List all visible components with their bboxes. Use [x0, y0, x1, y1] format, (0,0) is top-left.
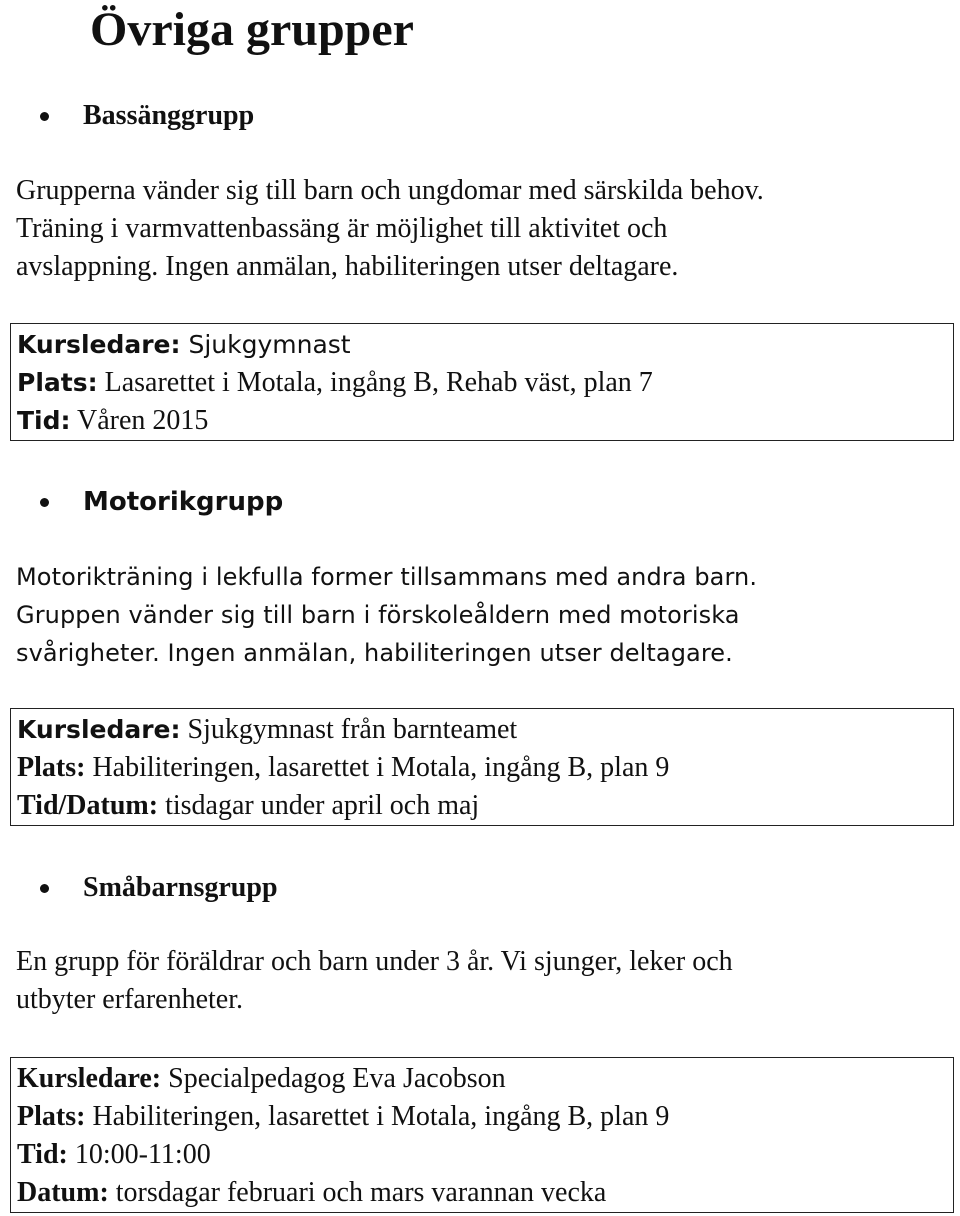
info-value: Specialpedagog Eva Jacobson [161, 1063, 506, 1094]
info-row-plats [17, 364, 947, 402]
info-value: Våren 2015 [70, 405, 209, 436]
page-title: Övriga grupper [90, 3, 414, 56]
description-line: En grupp för föräldrar och barn under 3 år. Vi sjunger, leker och [16, 946, 733, 977]
info-value: Habiliteringen, lasarettet i Motala, ingång B, plan 9 [85, 752, 670, 783]
section-heading-label: Motorikgrupp [83, 487, 284, 517]
info-row-plats [17, 749, 947, 787]
info-label: Tid/Datum: [17, 790, 159, 821]
info-box [10, 323, 954, 441]
info-value: torsdagar februari och mars varannan vecka [108, 1177, 607, 1208]
info-value: Habiliteringen, lasarettet i Motala, ingång B, plan 9 [85, 1101, 670, 1132]
description-line: avslappning. Ingen anmälan, habiliteringen utser deltagare. [16, 251, 679, 282]
info-box [10, 1057, 954, 1213]
info-value: 10:00-11:00 [67, 1139, 211, 1170]
section-heading-label: Småbarnsgrupp [83, 872, 278, 903]
section-description [16, 943, 946, 1019]
info-row-datum [17, 1174, 947, 1212]
info-value: Lasarettet i Motala, ingång B, Rehab väst, plan 7 [97, 367, 653, 398]
info-row-kursledare [17, 711, 947, 749]
section-heading-label: Bassänggrupp [83, 100, 255, 131]
info-label: Plats: [17, 368, 98, 397]
info-label: Kursledare: [17, 330, 181, 359]
section-description [16, 558, 946, 672]
info-label: Datum: [17, 1177, 109, 1208]
info-row-kursledare [17, 1060, 947, 1098]
description-line: utbyter erfarenheter. [16, 984, 243, 1015]
description-line: Gruppen vänder sig till barn i förskoleåldern med motoriska [16, 601, 740, 629]
info-row-plats [17, 1098, 947, 1136]
info-label: Kursledare: [17, 715, 181, 744]
info-value: Sjukgymnast [180, 330, 351, 359]
info-box [10, 708, 954, 826]
description-line: svårigheter. Ingen anmälan, habiliteringen utser deltagare. [16, 639, 733, 667]
section-heading-smabarnsgrupp [40, 868, 278, 908]
info-row-kursledare [17, 326, 947, 364]
info-label: Tid: [17, 1139, 68, 1170]
section-heading-motorikgrupp [40, 482, 283, 522]
info-value: Sjukgymnast från barnteamet [180, 714, 518, 745]
bullet-icon [40, 112, 49, 121]
info-label: Tid: [17, 406, 71, 435]
description-line: Grupperna vänder sig till barn och ungdomar med särskilda behov. [16, 175, 764, 206]
info-value: tisdagar under april och maj [158, 790, 480, 821]
info-label: Kursledare: [17, 1063, 162, 1094]
bullet-icon [40, 884, 49, 893]
info-row-tid [17, 402, 947, 440]
info-label: Plats: [17, 752, 86, 783]
info-row-tid-datum [17, 787, 947, 825]
info-label: Plats: [17, 1101, 86, 1132]
section-description [16, 172, 946, 286]
info-row-tid [17, 1136, 947, 1174]
bullet-icon [40, 498, 49, 507]
section-heading-bassanggrupp [40, 96, 254, 136]
description-line: Träning i varmvattenbassäng är möjlighet till aktivitet och [16, 213, 668, 244]
description-line: Motorikträning i lekfulla former tillsammans med andra barn. [16, 563, 758, 591]
